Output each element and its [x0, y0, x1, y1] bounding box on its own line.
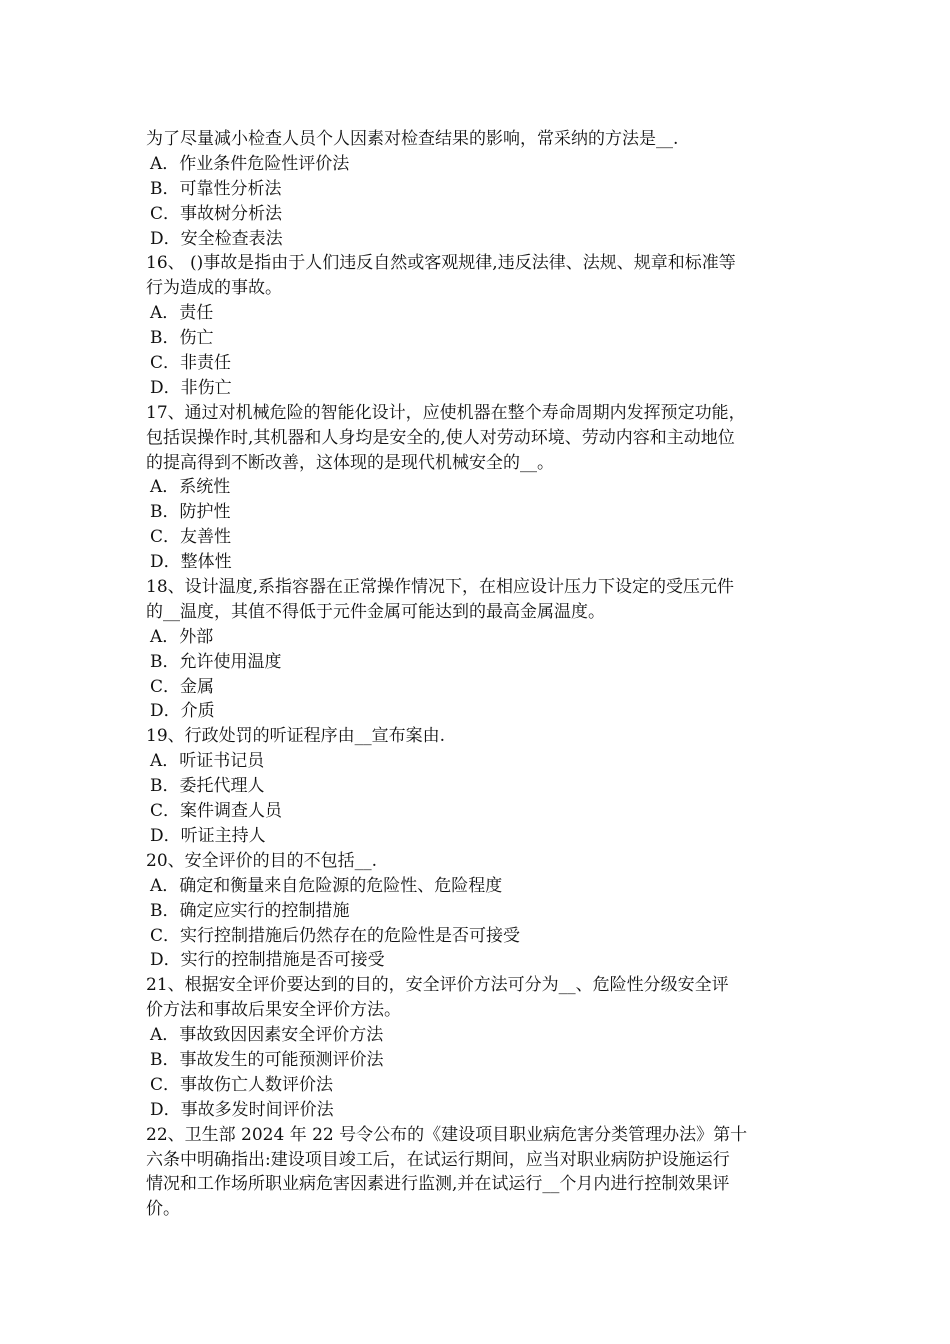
option-a: A．责任: [150, 303, 214, 324]
question-stem-line: 六条中明确指出:建设项目竣工后，在试运行期间，应当对职业病防护设施运行: [146, 1149, 730, 1170]
option-d: D．实行的控制措施是否可接受: [150, 950, 385, 971]
question-stem-line: 价方法和事故后果安全评价方法。: [146, 1000, 401, 1021]
question-19: [146, 724, 816, 848]
question-22: [146, 1123, 816, 1223]
question-stem-line: 价。: [146, 1199, 180, 1220]
question-stem-line: 20、安全评价的目的不包括__.: [146, 850, 378, 871]
option-c: C．事故树分析法: [150, 203, 283, 224]
question-stem-line: 21、根据安全评价要达到的目的，安全评价方法可分为__、危险性分级安全评: [146, 975, 729, 996]
question-21: [146, 973, 816, 1122]
option-a: A．事故致因因素安全评价方法: [150, 1025, 384, 1046]
option-b: B．确定应实行的控制措施: [150, 900, 350, 921]
question-stem-line: 17、通过对机械危险的智能化设计，应使机器在整个寿命周期内发挥预定功能，: [146, 402, 746, 423]
question-stem-line: 19、行政处罚的听证程序由__宣布案由.: [146, 726, 446, 747]
option-d: D．事故多发时间评价法: [150, 1099, 334, 1120]
option-c: C．非责任: [150, 353, 232, 374]
option-b: B．可靠性分析法: [150, 178, 282, 199]
question-stem-line: 的提高得到不断改善，这体现的是现代机械安全的__。: [146, 452, 554, 473]
question-17: [146, 401, 816, 575]
question-stem-line: 包括误操作时,其机器和人身均是安全的,使人对劳动环境、劳动内容和主动地位: [146, 427, 735, 448]
document-page: [146, 127, 816, 1222]
option-a: A．确定和衡量来自危险源的危险性、危险程度: [150, 875, 503, 896]
option-b: B．事故发生的可能预测评价法: [150, 1049, 384, 1070]
option-d: D．介质: [150, 701, 215, 722]
option-b: B．允许使用温度: [150, 651, 282, 672]
question-stem: 为了尽量减小检查人员个人因素对检查结果的影响，常采纳的方法是__.: [146, 129, 679, 149]
option-c: C．金属: [150, 676, 215, 697]
option-d: D．非伤亡: [150, 377, 232, 398]
option-a: A．外部: [150, 626, 214, 647]
option-c: C．事故伤亡人数评价法: [150, 1074, 334, 1095]
question-20: [146, 849, 816, 973]
question-stem-line: 18、设计温度,系指容器在正常操作情况下，在相应设计压力下设定的受压元件: [146, 577, 735, 598]
question-stem-line: 情况和工作场所职业病危害因素进行监测,并在试运行__个月内进行控制效果评: [146, 1174, 730, 1195]
question-stem-line: 的__温度，其值不得低于元件金属可能达到的最高金属温度。: [146, 601, 605, 622]
option-c: C．友善性: [150, 527, 232, 548]
question-stem-line: 22、卫生部 2024 年 22 号令公布的《建设项目职业病危害分类管理办法》第十: [146, 1124, 748, 1145]
option-c: C．案件调查人员: [150, 801, 283, 822]
option-b: B．防护性: [150, 502, 231, 523]
option-d: D．听证主持人: [150, 825, 266, 846]
option-b: B．委托代理人: [150, 776, 265, 797]
option-a: A．系统性: [150, 477, 231, 498]
question-18: [146, 575, 816, 724]
question-15: [146, 127, 816, 251]
option-a: A．作业条件危险性评价法: [150, 153, 350, 174]
option-b: B．伤亡: [150, 328, 214, 349]
option-c: C．实行控制措施后仍然存在的危险性是否可接受: [150, 925, 521, 946]
question-16: [146, 251, 816, 400]
question-stem-line: 行为造成的事故。: [146, 278, 282, 299]
question-stem-line: 16、 ()事故是指由于人们违反自然或客观规律,违反法律、法规、规章和标准等: [146, 253, 736, 274]
option-d: D．安全检查表法: [150, 228, 283, 249]
option-d: D．整体性: [150, 552, 232, 573]
option-a: A．听证书记员: [150, 751, 265, 772]
